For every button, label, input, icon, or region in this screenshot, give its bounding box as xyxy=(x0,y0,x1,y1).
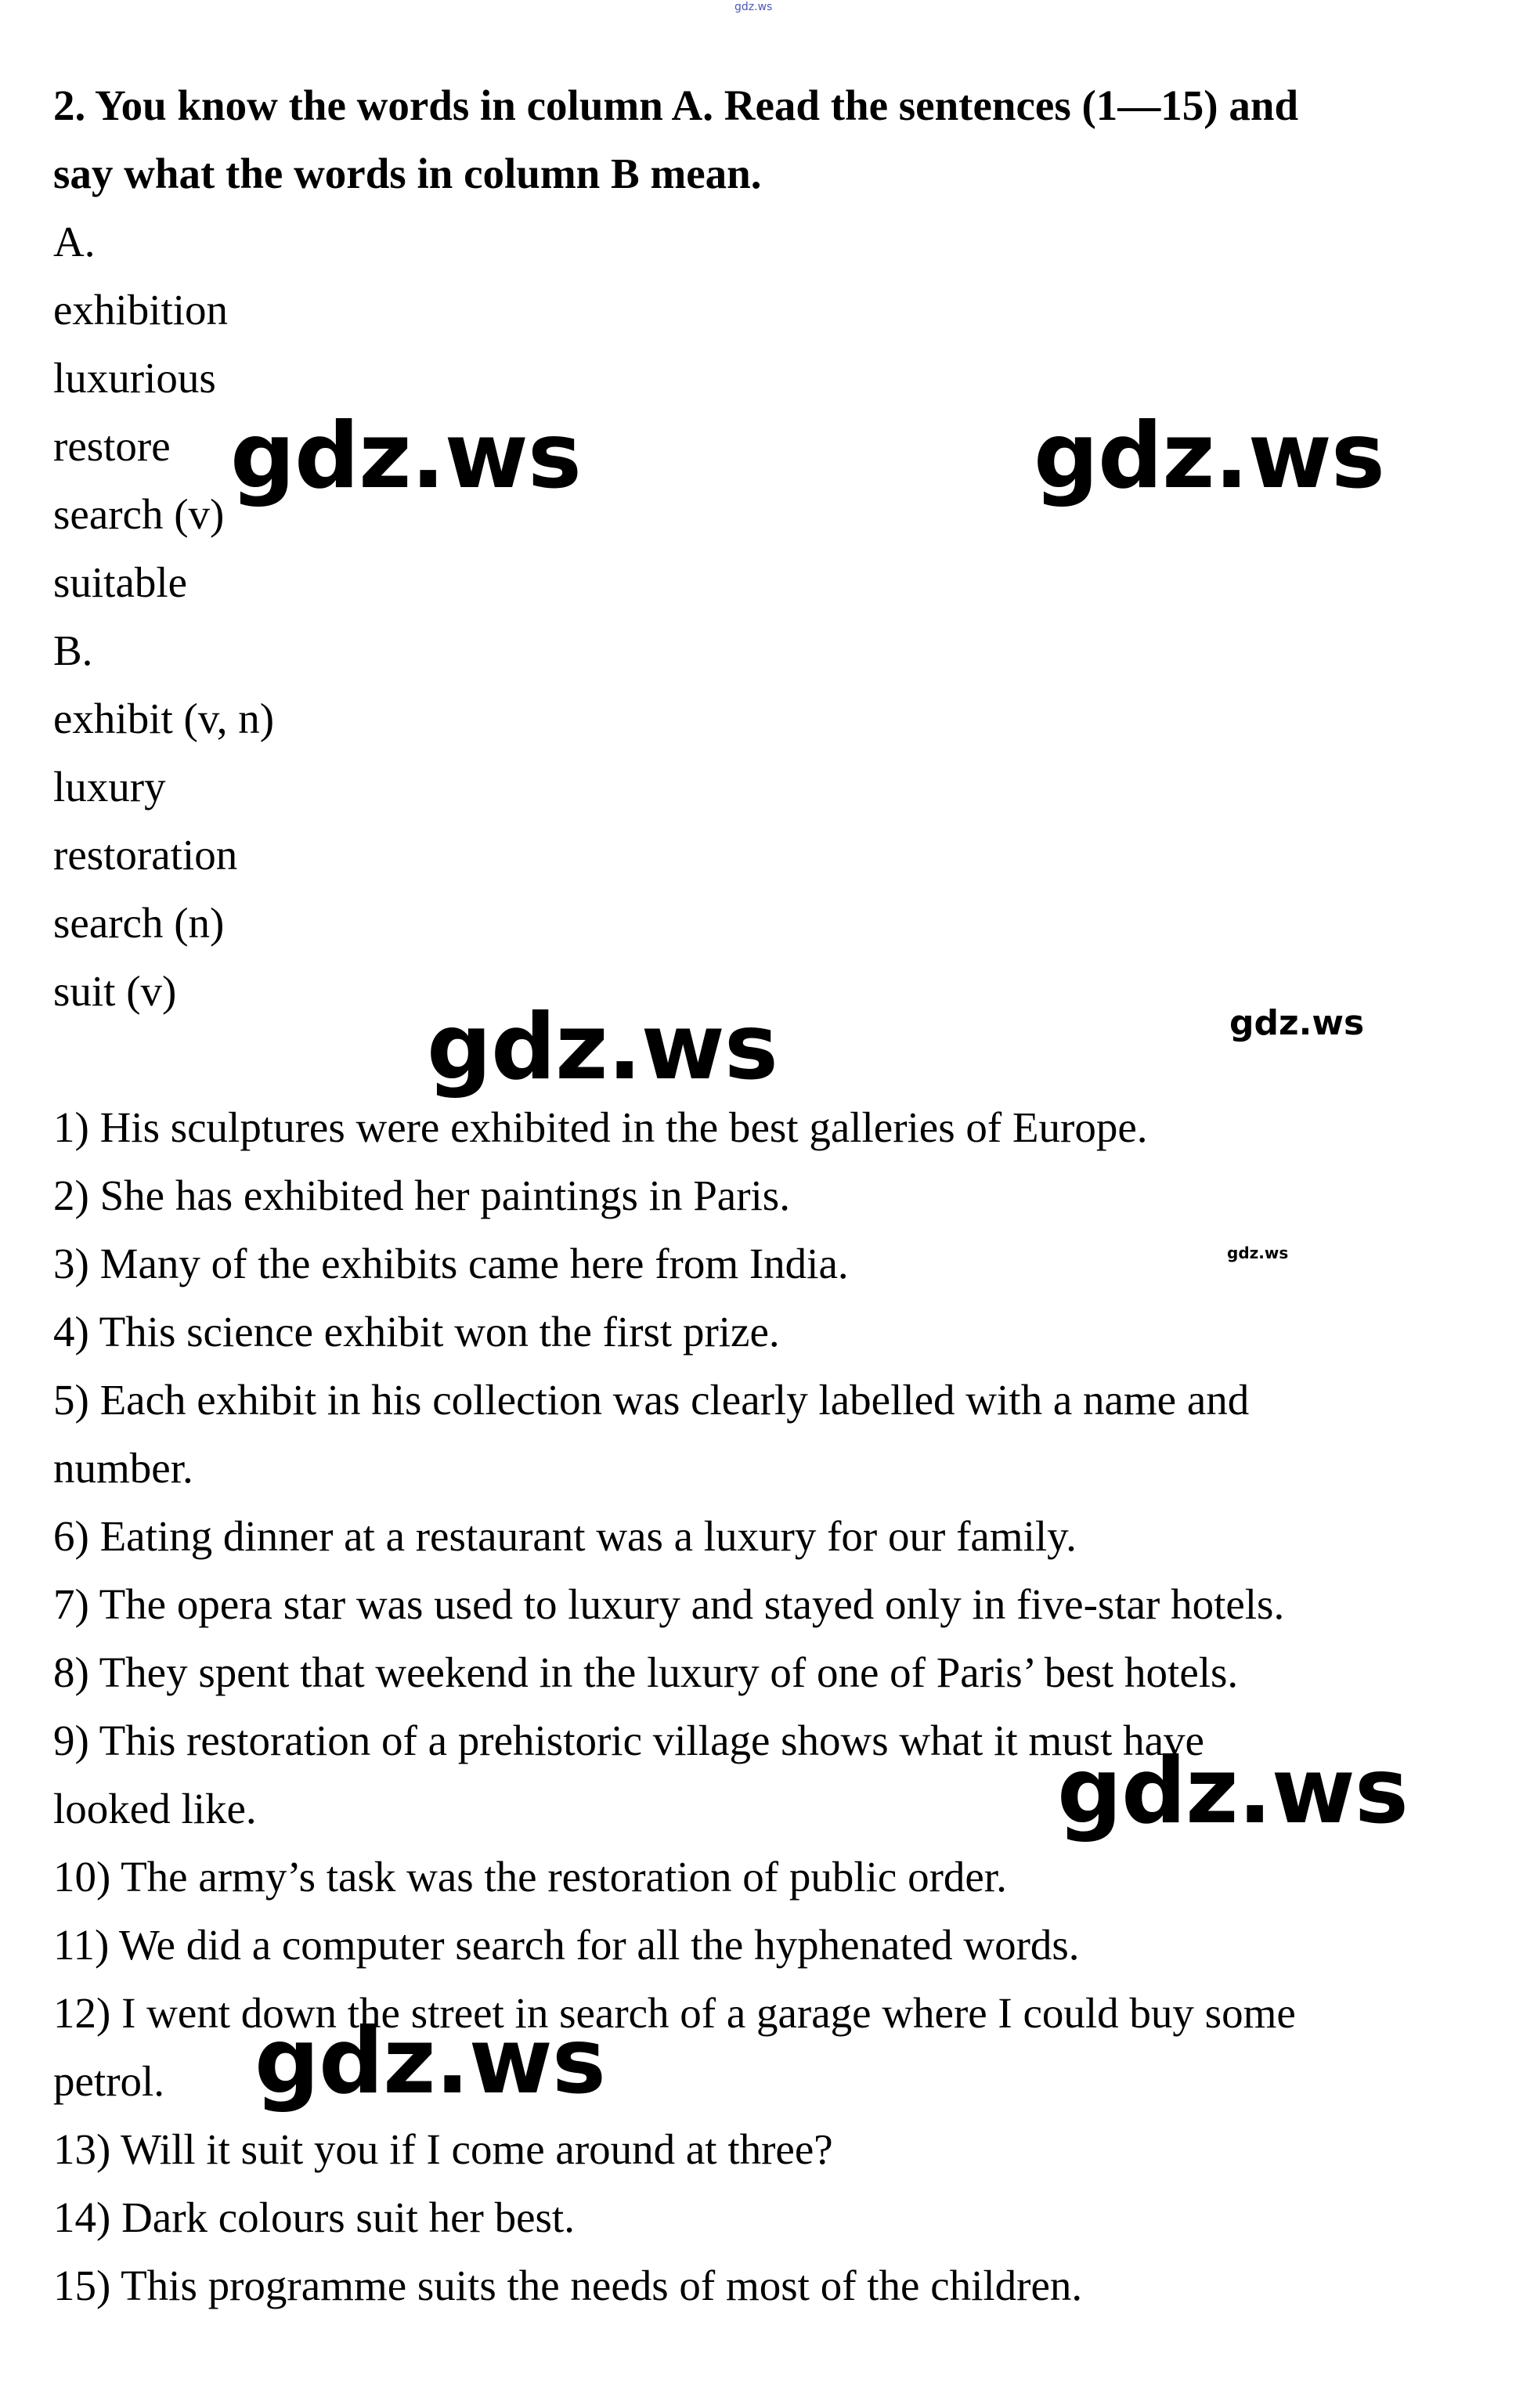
sentence-line: 11) We did a computer search for all the hyphenated words. xyxy=(53,1921,1080,1969)
watermark: gdz.ws xyxy=(1057,1738,1408,1844)
sentence-line: 12) I went down the street in search of a garage where I could buy some xyxy=(53,1989,1296,2037)
sentence-line: 8) They spent that weekend in the luxury of one of Paris’ best hotels. xyxy=(53,1648,1239,1696)
sentence-line: looked like. xyxy=(53,1785,257,1832)
sentence-line: petrol. xyxy=(53,2057,165,2105)
watermark: gdz.ws xyxy=(427,995,778,1100)
sentence-line: number. xyxy=(53,1444,193,1492)
column-a-word: restore xyxy=(53,422,171,470)
sentence-line: 10) The army’s task was the restoration of public order. xyxy=(53,1853,1007,1901)
column-b-label: B. xyxy=(53,626,93,674)
column-a-word: exhibition xyxy=(53,286,229,334)
column-b-word: luxury xyxy=(53,763,166,810)
watermark-top: gdz.ws xyxy=(734,1,773,13)
sentence-line: 5) Each exhibit in his collection was clearly labelled with a name and xyxy=(53,1376,1250,1424)
column-b-word: exhibit (v, n) xyxy=(53,695,275,742)
exercise-heading-line1: 2. You know the words in column A. Read the sentences (1—15) and xyxy=(53,81,1299,129)
column-b-word: search (n) xyxy=(53,899,225,947)
column-a-word: suitable xyxy=(53,558,188,606)
column-a-word: luxurious xyxy=(53,354,216,402)
sentence-line: 14) Dark colours suit her best. xyxy=(53,2193,575,2241)
watermark: gdz.ws xyxy=(1034,403,1384,509)
sentence-line: 6) Eating dinner at a restaurant was a luxury for our family. xyxy=(53,1512,1077,1560)
sentence-line: 2) She has exhibited her paintings in Paris. xyxy=(53,1172,790,1219)
sentence-line: 13) Will it suit you if I come around at three? xyxy=(53,2125,833,2173)
watermark: gdz.ws xyxy=(254,2009,605,2114)
watermark: gdz.ws xyxy=(230,403,581,509)
watermark: gdz.ws xyxy=(1227,1244,1289,1262)
sentence-line: 9) This restoration of a prehistoric village shows what it must have xyxy=(53,1717,1204,1764)
watermark: gdz.ws xyxy=(1229,1003,1365,1043)
sentence-line: 4) This science exhibit won the first prize. xyxy=(53,1308,780,1356)
sentence-line: 1) His sculptures were exhibited in the best galleries of Europe. xyxy=(53,1103,1148,1151)
sentence-line: 15) This programme suits the needs of most of the children. xyxy=(53,2262,1083,2309)
sentence-line: 7) The opera star was used to luxury and stayed only in five-star hotels. xyxy=(53,1580,1285,1628)
sentence-line: 3) Many of the exhibits came here from India. xyxy=(53,1240,849,1287)
exercise-heading-line2: say what the words in column B mean. xyxy=(53,150,762,197)
column-a-word: search (v) xyxy=(53,490,225,538)
column-b-word: suit (v) xyxy=(53,967,177,1015)
column-a-label: A. xyxy=(53,218,96,265)
column-b-word: restoration xyxy=(53,831,238,879)
